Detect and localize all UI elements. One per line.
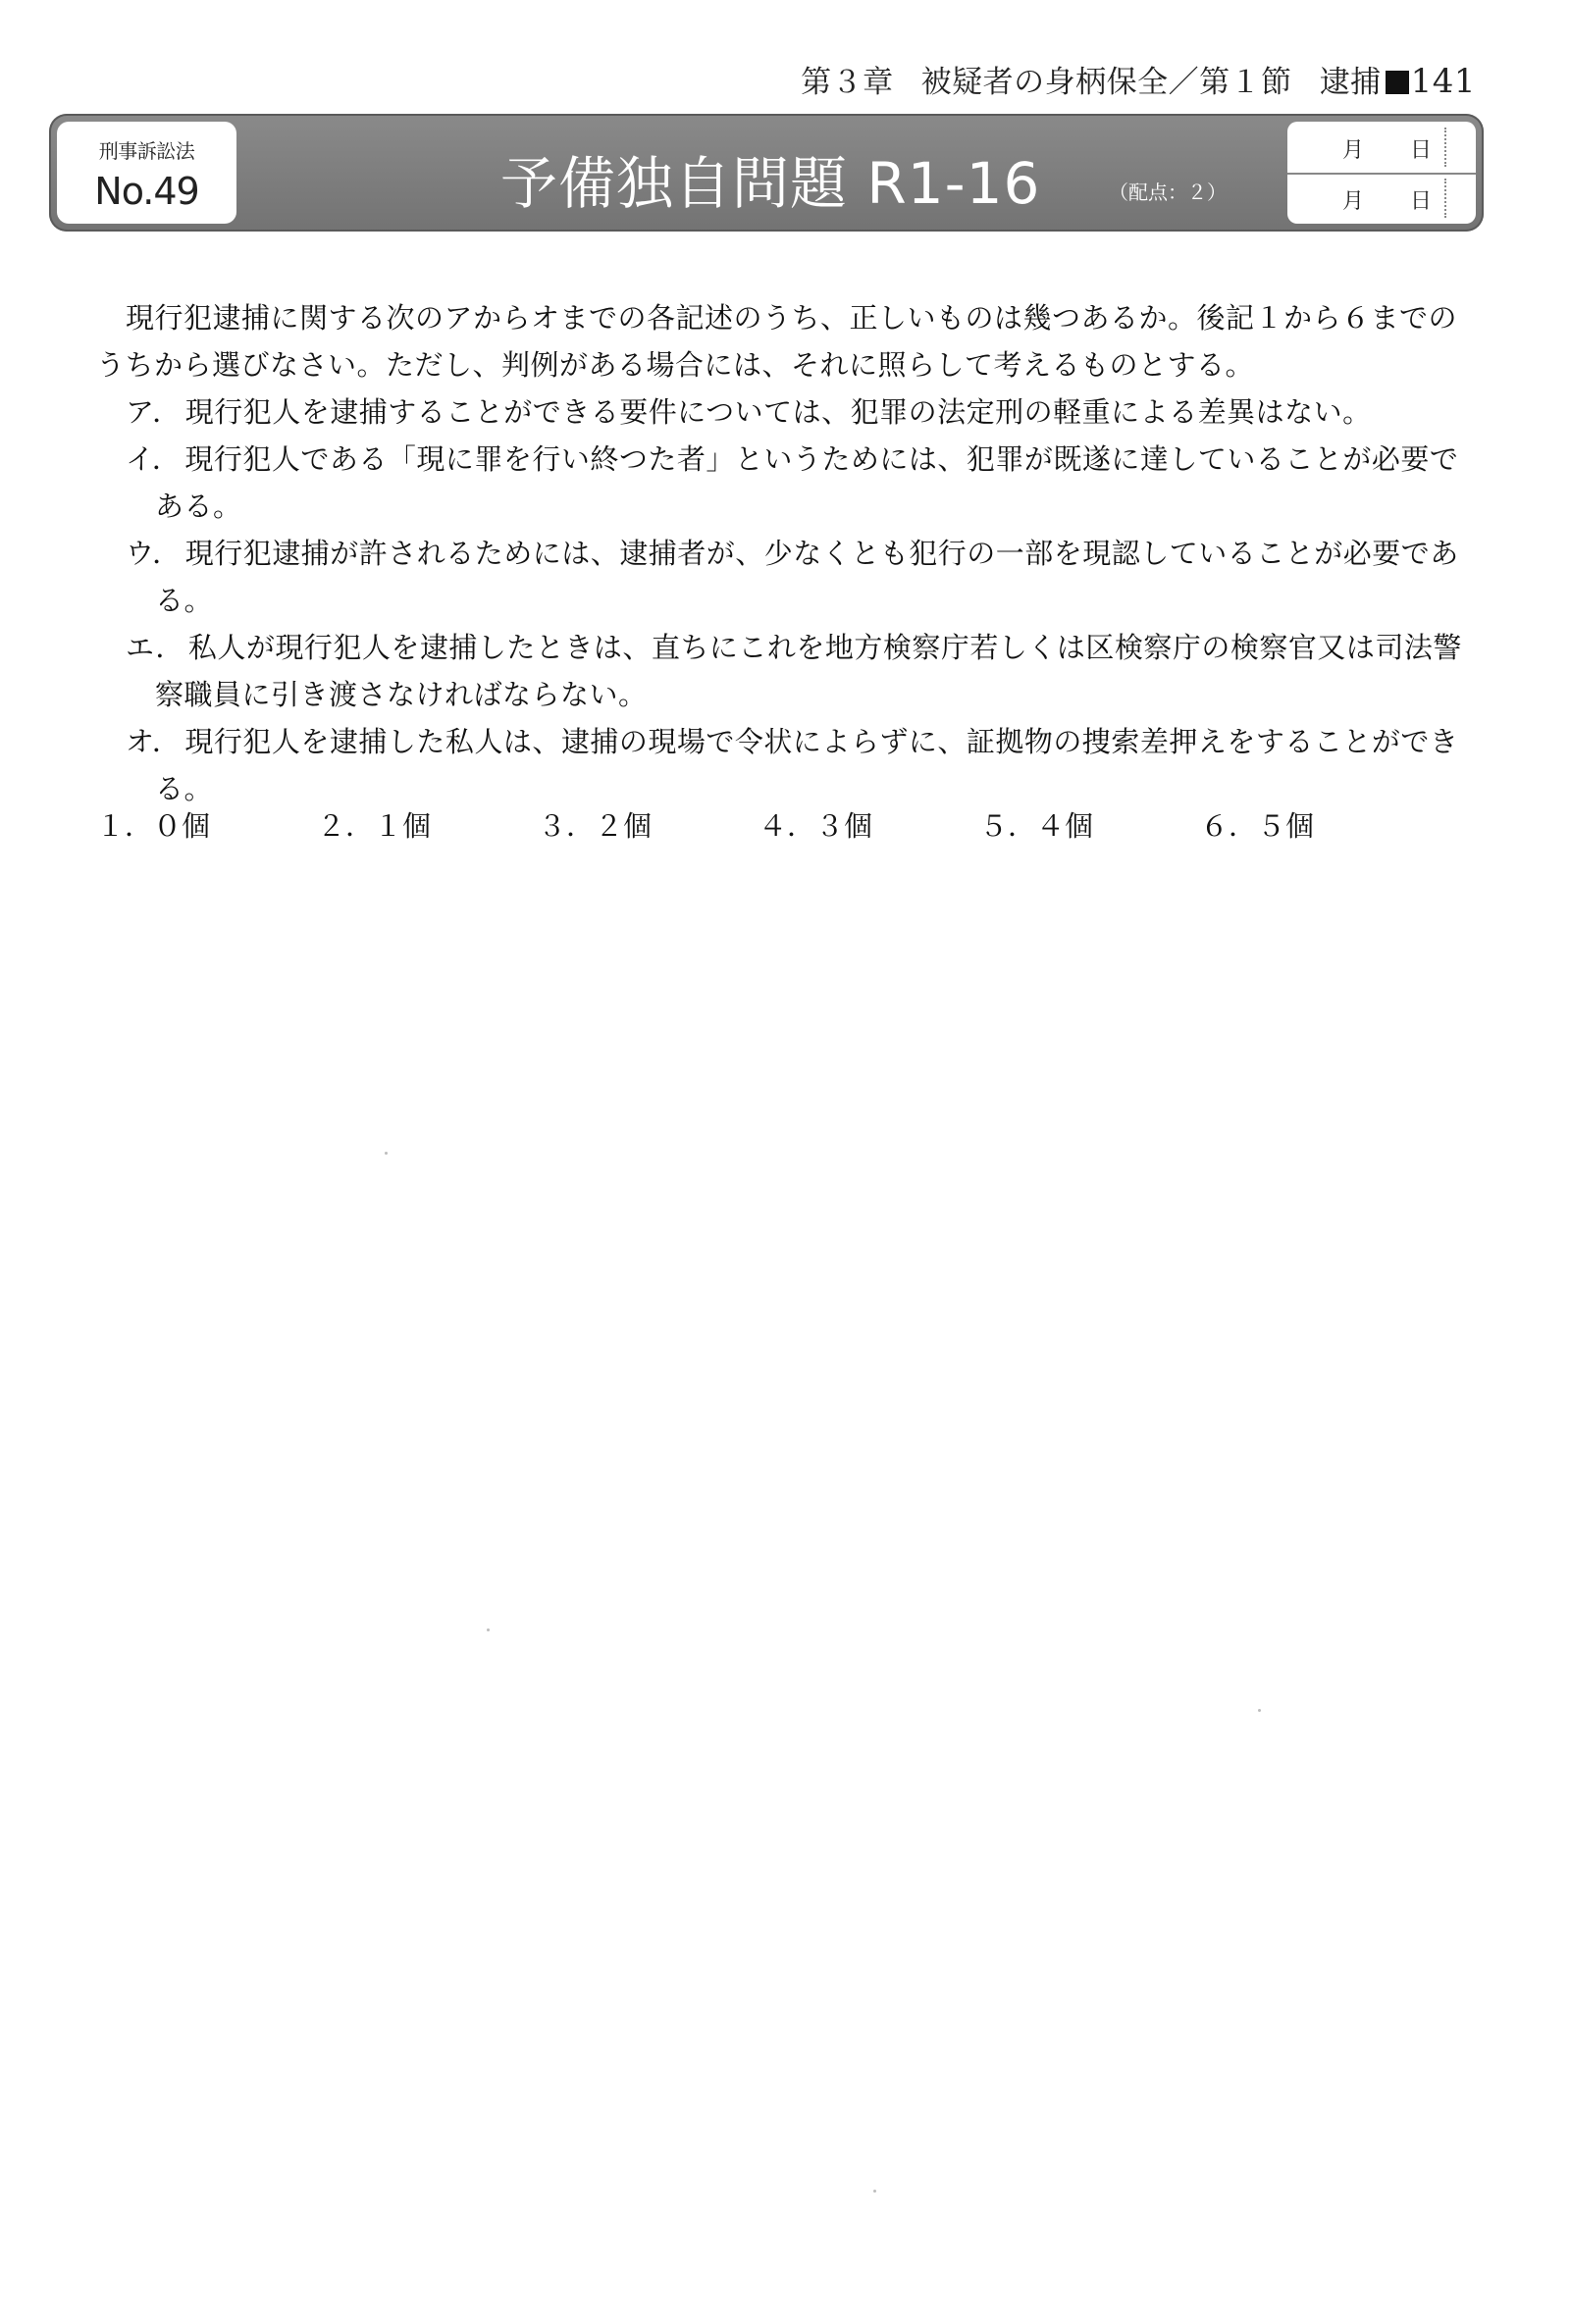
checkbox-divider — [1444, 179, 1446, 218]
answer-choice: １．０個 — [96, 809, 211, 843]
answer-choice: ５．４個 — [979, 809, 1094, 843]
answer-choice: ４．３個 — [759, 809, 873, 843]
answer-choice: ２．１個 — [317, 809, 432, 843]
scan-speck — [487, 1628, 490, 1631]
statement-text: 現行犯人である「現に罪を行い終つた者」というためには、犯罪が既遂に達していることが必要である。 — [155, 442, 1459, 523]
question-stem: 現行犯逮捕に関する次のアからオまでの各記述のうち、正しいものは幾つあるか。後記１から６までのうちから選びなさい。ただし、判例がある場合には、それに照らして考えるものとする。 — [96, 301, 1458, 382]
answer-choice: ３．２個 — [538, 809, 653, 843]
statement-text: 現行犯人を逮捕した私人は、逮捕の現場で令状によらずに、証拠物の捜索差押えをすることができる。 — [155, 725, 1459, 805]
scan-speck — [1258, 1709, 1261, 1712]
running-header — [801, 57, 1476, 101]
statement-item — [96, 388, 1484, 436]
statement-mark: イ． — [126, 442, 182, 476]
page-marker-square — [1386, 71, 1409, 94]
subject-label: 刑事訴訟法 — [98, 139, 195, 163]
problem-tag — [57, 122, 236, 224]
statement-mark: ア． — [126, 395, 182, 429]
problem-title: 予備独自問題 R1-16 — [500, 150, 1041, 217]
points-label: （配点：２） — [1109, 181, 1227, 204]
page-number: 141 — [1410, 62, 1476, 101]
statement-text: 私人が現行犯人を逮捕したときは、直ちにこれを地方検察庁若しくは区検察庁の検察官又は司法警察職員に引き渡さなければならない。 — [155, 631, 1462, 711]
scan-speck — [385, 1152, 388, 1155]
statement-item — [96, 624, 1484, 718]
statement-text: 現行犯逮捕が許されるためには、逮捕者が、少なくとも犯行の一部を現認していることが必要である。 — [155, 537, 1459, 617]
subsection-label: 逮捕 — [1319, 65, 1382, 100]
statement-mark: オ． — [126, 725, 182, 758]
statement-text: 現行犯人を逮捕することができる要件については、犯罪の法定刑の軽重による差異はない。 — [184, 395, 1372, 429]
day-label: 日 — [1410, 189, 1433, 214]
statement-item — [96, 530, 1484, 624]
problem-number: No.49 — [94, 170, 199, 213]
question-body — [96, 294, 1484, 812]
month-label: 月 — [1342, 138, 1365, 163]
study-date-box — [1287, 122, 1476, 224]
date-row — [1287, 122, 1476, 175]
chapter-label: 第３章 — [801, 65, 894, 100]
answer-choices — [96, 802, 1484, 850]
date-row — [1287, 173, 1476, 224]
checkbox-divider — [1444, 128, 1446, 167]
answer-choice: ６．５個 — [1200, 809, 1315, 843]
statement-list — [96, 388, 1484, 812]
statement-mark: ウ． — [126, 537, 182, 570]
day-label: 日 — [1410, 138, 1433, 163]
statement-mark: エ． — [126, 631, 184, 664]
statement-item — [96, 436, 1484, 530]
statement-item — [96, 718, 1484, 812]
month-label: 月 — [1342, 189, 1365, 214]
problem-title-bar — [49, 114, 1484, 232]
scan-speck — [873, 2190, 876, 2193]
section-label: 被疑者の身柄保全／第１節 — [920, 65, 1292, 100]
